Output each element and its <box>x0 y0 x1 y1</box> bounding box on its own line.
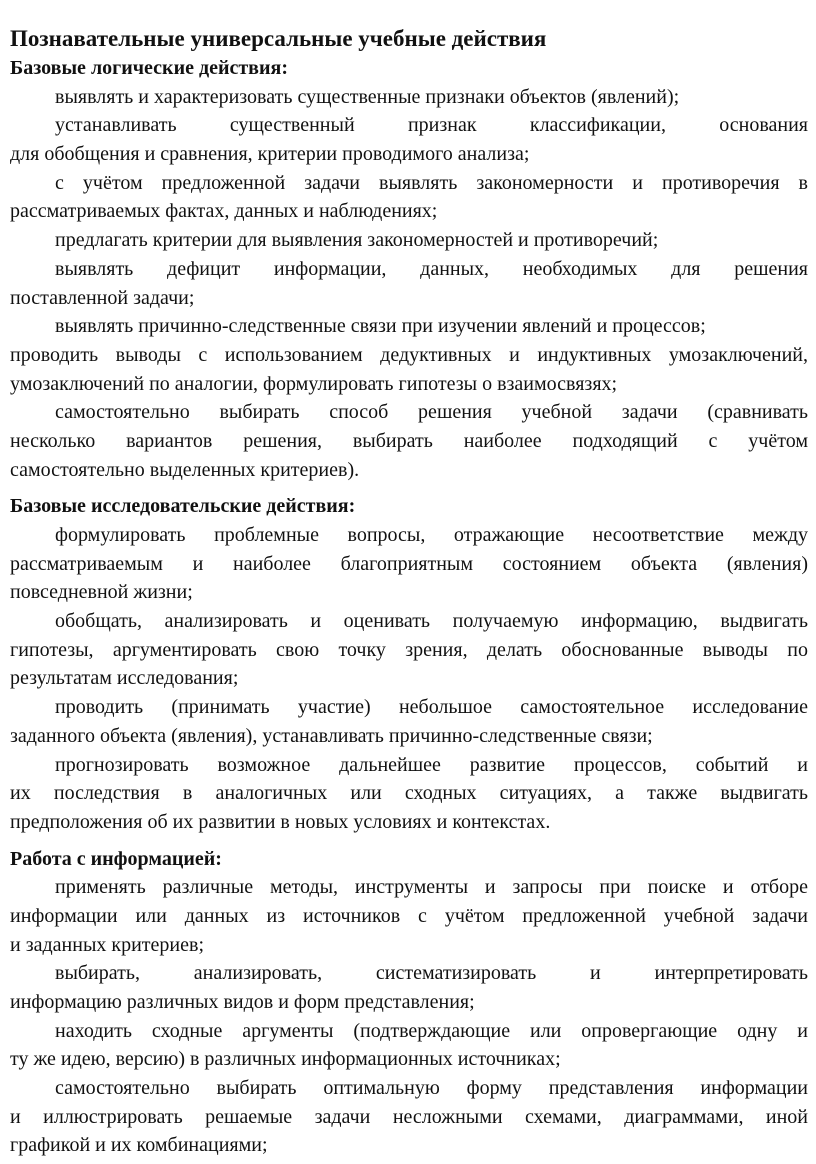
paragraph <box>10 312 808 341</box>
text-line: находить сходные аргументы (подтверждающие или опровергающие одну и <box>55 1019 808 1042</box>
section-heading: Базовые исследовательские действия: <box>10 495 356 518</box>
paragraph <box>10 607 808 693</box>
text-line: предлагать критерии для выявления закономерностей и противоречий; <box>55 229 659 252</box>
page-title: Познавательные универсальные учебные действия <box>10 26 547 51</box>
text-line: формулировать проблемные вопросы, отражающие несоответствие между <box>55 524 808 546</box>
text-line: прогнозировать возможное дальнейшее развитие процессов, событий и <box>55 753 808 776</box>
text-line: несколько вариантов решения, выбирать наиболее подходящий с учётом <box>10 429 808 452</box>
paragraph <box>10 398 808 484</box>
paragraph <box>10 226 808 255</box>
text-line: рассматриваемых фактах, данных и наблюдениях; <box>10 200 438 223</box>
paragraph <box>10 521 808 607</box>
text-line: умозаключений по аналогии, формулировать гипотезы о взаимосвязях; <box>10 372 618 395</box>
text-line: повседневной жизни; <box>10 581 193 604</box>
paragraph <box>10 169 808 226</box>
text-line: самостоятельно выбирать способ решения учебной задачи (сравнивать <box>55 401 808 424</box>
text-line: их последствия в аналогичных или сходных ситуациях, а также выдвигать <box>10 782 808 805</box>
text-line: выявлять причинно-следственные связи при изучении явлений и процессов; <box>55 315 706 338</box>
text-line: рассматриваемым и наиболее благоприятным состоянием объекта (явления) <box>10 552 808 575</box>
paragraph <box>10 1017 808 1074</box>
text-line: информацию различных видов и форм представления; <box>10 991 475 1013</box>
section <box>10 492 808 836</box>
text-line: предположения об их развитии в новых условиях и контекстах. <box>10 810 551 833</box>
text-line: устанавливать существенный признак классификации, основания <box>55 114 808 137</box>
section <box>10 54 808 484</box>
text-line: заданного объекта (явления), устанавливать причинно-следственные связи; <box>10 724 653 747</box>
text-line: графикой и их комбинациями; <box>10 1134 268 1157</box>
paragraph <box>10 341 808 398</box>
text-line: и иллюстрировать решаемые задачи несложными схемами, диаграммами, иной <box>10 1105 808 1128</box>
section <box>10 845 808 1161</box>
text-line: выбирать, анализировать, систематизировать и интерпретировать <box>55 962 808 985</box>
section-heading: Базовые логические действия: <box>10 57 288 79</box>
paragraph <box>10 693 808 750</box>
text-line: гипотезы, аргументировать свою точку зрения, делать обоснованные выводы по <box>10 638 808 661</box>
text-line: информации или данных из источников с учётом предложенной учебной задачи <box>10 904 808 927</box>
document-page <box>10 24 808 1160</box>
text-line: и заданных критериев; <box>10 933 204 956</box>
text-line: результатам исследования; <box>10 667 239 690</box>
paragraph <box>10 873 808 959</box>
text-line: ту же идею, версию) в различных информационных источниках; <box>10 1048 561 1071</box>
paragraph <box>10 1074 808 1160</box>
text-line: обобщать, анализировать и оценивать получаемую информацию, выдвигать <box>55 610 808 633</box>
paragraph <box>10 959 808 1016</box>
text-line: выявлять дефицит информации, данных, необходимых для решения <box>55 257 808 280</box>
section-heading: Работа с информацией: <box>10 847 222 870</box>
text-line: для обобщения и сравнения, критерии проводимого анализа; <box>10 143 530 166</box>
paragraph <box>10 111 808 168</box>
text-line: поставленной задачи; <box>10 286 195 309</box>
text-line: выявлять и характеризовать существенные признаки объектов (явлений); <box>55 85 680 108</box>
text-line: с учётом предложенной задачи выявлять закономерности и противоречия в <box>55 171 808 194</box>
text-line: самостоятельно выбирать оптимальную форму представления информации <box>55 1077 808 1100</box>
text-line: проводить (принимать участие) небольшое самостоятельное исследование <box>55 696 808 719</box>
text-line: применять различные методы, инструменты и запросы при поиске и отборе <box>55 876 808 899</box>
text-line: проводить выводы с использованием дедуктивных и индуктивных умозаключений, <box>10 343 808 366</box>
paragraph <box>10 751 808 837</box>
text-line: самостоятельно выделенных критериев). <box>10 458 360 481</box>
paragraph <box>10 255 808 312</box>
paragraph <box>10 83 808 112</box>
